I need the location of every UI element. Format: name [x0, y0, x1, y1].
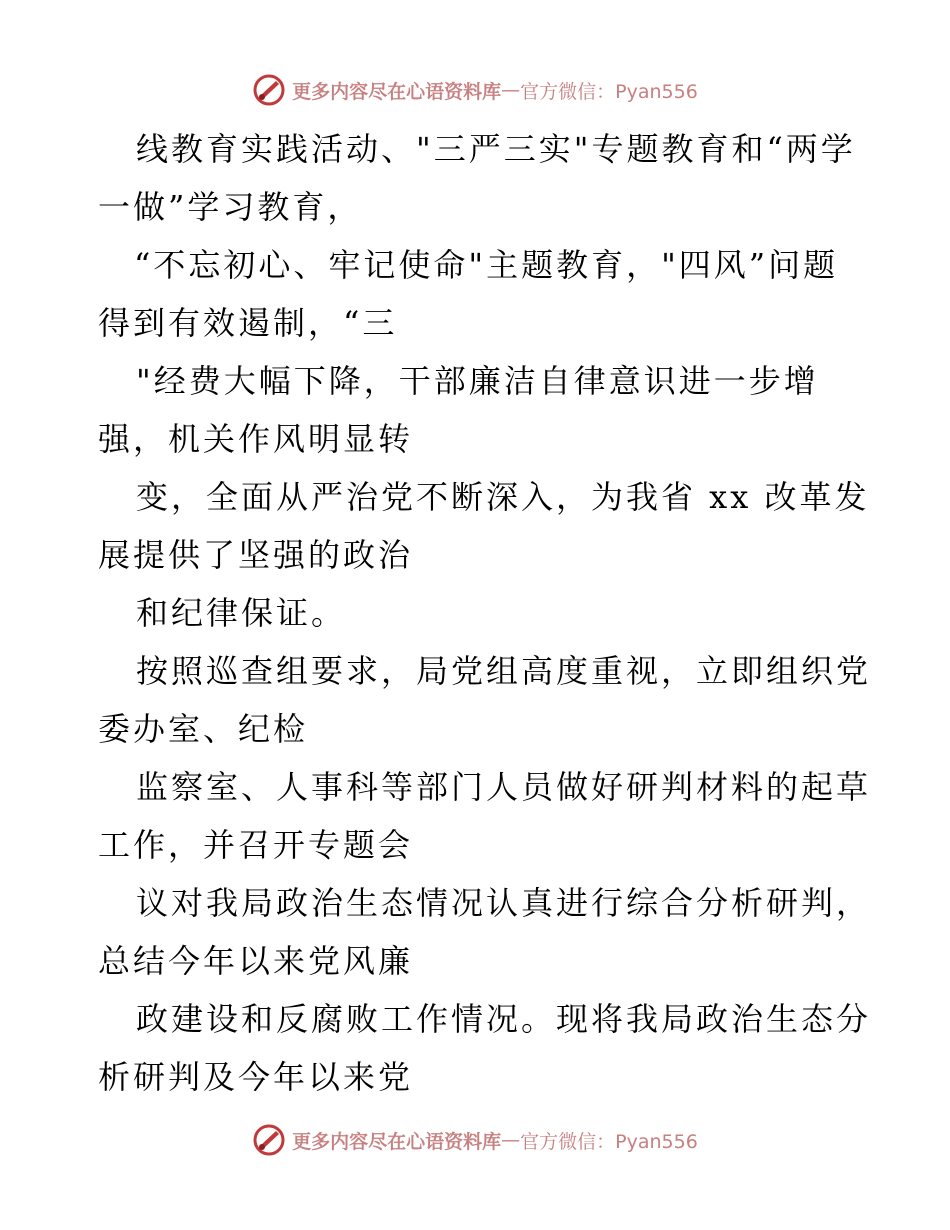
watermark-site-text: 更多内容尽在心语资料库 [292, 80, 502, 103]
brand-logo-icon [252, 1123, 286, 1157]
text-line: "经费大幅下降，干部廉洁自律意识进一步增 [136, 362, 819, 400]
header-watermark [0, 70, 950, 110]
text-line: 线教育实践活动、"三严三实"专题教育和“两学 [136, 130, 856, 168]
watermark-separator: — [501, 1129, 521, 1151]
text-line: 议对我局政治生态情况认真进行综合分析研判， [136, 884, 872, 922]
text-line: 展提供了坚强的政治 [98, 536, 414, 574]
text-line: 委办室、纪检 [98, 710, 309, 748]
text-line: 工作，并召开专题会 [98, 826, 414, 864]
watermark-separator: — [501, 79, 521, 101]
text-line: 析研判及今年以来党 [98, 1058, 414, 1096]
text-line: 得到有效遏制，“三 [98, 304, 398, 342]
text-line: 和纪律保证。 [136, 594, 347, 632]
text-line: “不忘初心、牢记使命"主题教育，"四风”问题 [134, 246, 839, 284]
text-line: 变，全面从严治党不断深入，为我省 xx 改革发 [136, 478, 870, 516]
brand-logo-icon [252, 73, 286, 107]
text-line: 按照巡查组要求，局党组高度重视，立即组织党 [136, 652, 872, 690]
footer-watermark [0, 1120, 950, 1160]
text-line: 监察室、人事科等部门人员做好研判材料的起草 [136, 768, 872, 806]
text-line: 强，机关作风明显转 [98, 420, 414, 458]
watermark-official-text: 官方微信：Pyan556 [520, 80, 698, 103]
document-body [98, 120, 872, 1106]
watermark-site-text: 更多内容尽在心语资料库 [292, 1130, 502, 1153]
text-line: 总结今年以来党风廉 [98, 942, 414, 980]
watermark-official-text: 官方微信：Pyan556 [520, 1130, 698, 1153]
text-line: 政建设和反腐败工作情况。现将我局政治生态分 [136, 1000, 872, 1038]
text-line: 一做”学习教育， [98, 188, 363, 226]
